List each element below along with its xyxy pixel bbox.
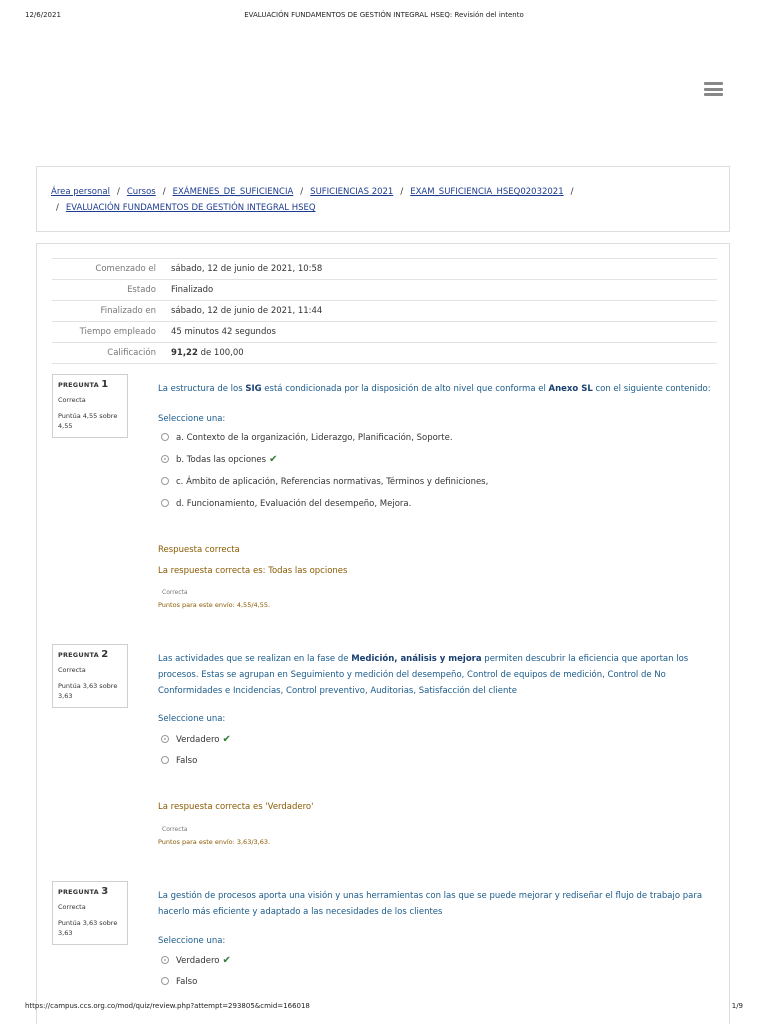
question-number <box>58 380 122 390</box>
grade-value: 91,22 <box>171 348 198 358</box>
question-state: Correcta <box>58 396 86 404</box>
question-grade: Puntúa 3,63 sobre 3,63 <box>58 682 118 700</box>
check-icon: ✔ <box>222 955 231 966</box>
question-text-1 <box>158 381 713 397</box>
breadcrumb-separator: / <box>300 187 304 197</box>
question-state: Correcta <box>58 903 86 911</box>
print-title: EVALUACIÓN FUNDAMENTOS DE GESTIÓN INTEGRAL HSEQ: Revisión del intento <box>244 11 524 19</box>
option-label: Falso <box>176 756 198 766</box>
breadcrumb-area-personal[interactable]: Área personal <box>51 187 110 197</box>
answer-option[interactable] <box>161 497 411 511</box>
question-label: PREGUNTA <box>58 651 99 659</box>
radio-icon[interactable] <box>161 956 169 964</box>
option-label: Verdadero <box>176 956 220 966</box>
question-grade: Puntúa 4,55 sobre 4,55 <box>58 412 118 430</box>
breadcrumb-separator: / <box>162 187 166 197</box>
question-text-bold: Medición, análisis y mejora <box>351 654 482 664</box>
summary-key: Tiempo empleado <box>52 322 166 343</box>
radio-icon[interactable] <box>161 455 169 463</box>
radio-icon[interactable] <box>161 477 169 485</box>
question-number <box>58 650 122 660</box>
question-text-2 <box>158 651 713 699</box>
summary-row <box>52 301 717 322</box>
question-number <box>58 887 122 897</box>
question-grade: Puntúa 3,63 sobre 3,63 <box>58 919 118 937</box>
check-icon: ✔ <box>222 734 231 745</box>
breadcrumb-exam[interactable]: EXAM_SUFICIENCIA_HSEQ02032021 <box>410 187 564 197</box>
radio-icon[interactable] <box>161 977 169 985</box>
answer-option[interactable] <box>161 453 277 467</box>
breadcrumb-cursos[interactable]: Cursos <box>126 187 156 197</box>
question-text-part: está condicionada por la disposición de alto nivel que conforma el <box>261 384 549 394</box>
question-text-part: con el siguiente contenido: <box>592 384 711 394</box>
question-text-3: La gestión de procesos aporta una visión y unas herramientas con las que se puede mejorar y rediseñar el flujo de trabajo para hacerlo más eficiente y adaptado a las necesidades de los clientes <box>158 891 703 917</box>
points-text: Puntos para este envío: 4,55/4,55. <box>158 601 271 609</box>
question-text-part: permiten descubrir la eficiencia que aportan los procesos. Estas se agrupan en Seguimiento y medición del desempeño, Control de equipos de medición, Control de No Conformidades e Incidencias, Control preventivo, Auditorias, Satisfacción del cliente <box>158 654 689 696</box>
breadcrumb-separator: / <box>116 187 120 197</box>
question-prompt: Seleccione una: <box>158 936 226 946</box>
summary-row-grade <box>52 343 717 364</box>
breadcrumb-suficiencias[interactable]: SUFICIENCIAS 2021 <box>310 187 394 197</box>
points-text: Puntos para este envío: 3,63/3,63. <box>158 838 271 846</box>
summary-key: Estado <box>52 280 166 301</box>
summary-key: Calificación <box>52 343 166 364</box>
question-prompt: Seleccione una: <box>158 414 226 424</box>
breadcrumb <box>51 184 711 216</box>
question-num: 2 <box>101 649 109 660</box>
question-label: PREGUNTA <box>58 888 99 896</box>
breadcrumb-separator: / <box>400 187 404 197</box>
summary-key: Comenzado el <box>52 259 166 280</box>
answer-option[interactable] <box>161 431 453 445</box>
question-info-3 <box>52 881 128 945</box>
feedback-text: Respuesta correcta <box>158 545 240 555</box>
question-state: Correcta <box>58 666 86 674</box>
breadcrumb-separator: / <box>570 187 574 197</box>
question-num: 3 <box>101 886 109 897</box>
summary-value: Finalizado <box>166 280 717 301</box>
answer-option[interactable] <box>161 975 197 989</box>
question-info-1 <box>52 374 128 438</box>
question-text-bold: SIG <box>245 384 262 394</box>
history-state: Correcta <box>162 589 188 596</box>
option-label: b. Todas las opciones <box>176 455 267 465</box>
radio-icon[interactable] <box>161 756 169 764</box>
question-info-2 <box>52 644 128 708</box>
attempt-summary-table <box>52 258 717 364</box>
right-answer: La respuesta correcta es: Todas las opciones <box>158 566 348 576</box>
option-label: Falso <box>176 977 198 987</box>
question-text-part: La estructura de los <box>158 384 246 394</box>
hamburger-menu-icon[interactable] <box>704 82 723 96</box>
history-state: Correcta <box>162 826 188 833</box>
option-label: c. Ámbito de aplicación, Referencias normativas, Términos y definiciones, <box>176 477 489 487</box>
summary-key: Finalizado en <box>52 301 166 322</box>
option-label: a. Contexto de la organización, Liderazgo, Planificación, Soporte. <box>176 433 453 443</box>
summary-grade <box>166 343 717 364</box>
summary-row <box>52 280 717 301</box>
answer-option[interactable] <box>161 733 231 747</box>
grade-suffix: de 100,00 <box>200 348 244 358</box>
radio-icon[interactable] <box>161 433 169 441</box>
breadcrumb-evaluacion[interactable]: EVALUACIÓN FUNDAMENTOS DE GESTIÓN INTEGRAL HSEQ <box>65 203 316 213</box>
summary-value: 45 minutos 42 segundos <box>166 322 717 343</box>
summary-row <box>52 259 717 280</box>
answer-option[interactable] <box>161 475 488 489</box>
question-text-bold: Anexo SL <box>548 384 593 394</box>
option-label: d. Funcionamiento, Evaluación del desempeño, Mejora. <box>176 499 412 509</box>
option-label: Verdadero <box>176 735 220 745</box>
right-answer: La respuesta correcta es 'Verdadero' <box>158 802 314 812</box>
summary-value: sábado, 12 de junio de 2021, 11:44 <box>166 301 717 322</box>
breadcrumb-examenes[interactable]: EXÁMENES_DE_SUFICIENCIA <box>172 187 294 197</box>
summary-value: sábado, 12 de junio de 2021, 10:58 <box>166 259 717 280</box>
print-page-number: 1/9 <box>731 1002 743 1010</box>
breadcrumb-container <box>36 166 730 232</box>
question-text-part: Las actividades que se realizan en la fase de <box>158 654 352 664</box>
print-date: 12/6/2021 <box>25 11 61 19</box>
answer-option[interactable] <box>161 754 197 768</box>
breadcrumb-separator: / <box>56 203 59 213</box>
check-icon: ✔ <box>269 454 278 465</box>
radio-icon[interactable] <box>161 499 169 507</box>
summary-row <box>52 322 717 343</box>
quiz-review-container <box>36 243 730 1024</box>
question-prompt: Seleccione una: <box>158 714 226 724</box>
radio-icon[interactable] <box>161 735 169 743</box>
question-label: PREGUNTA <box>58 381 99 389</box>
answer-option[interactable] <box>161 954 231 968</box>
print-url: https://campus.ccs.org.co/mod/quiz/review.php?attempt=293805&cmid=166018 <box>25 1002 310 1010</box>
question-num: 1 <box>101 379 109 390</box>
